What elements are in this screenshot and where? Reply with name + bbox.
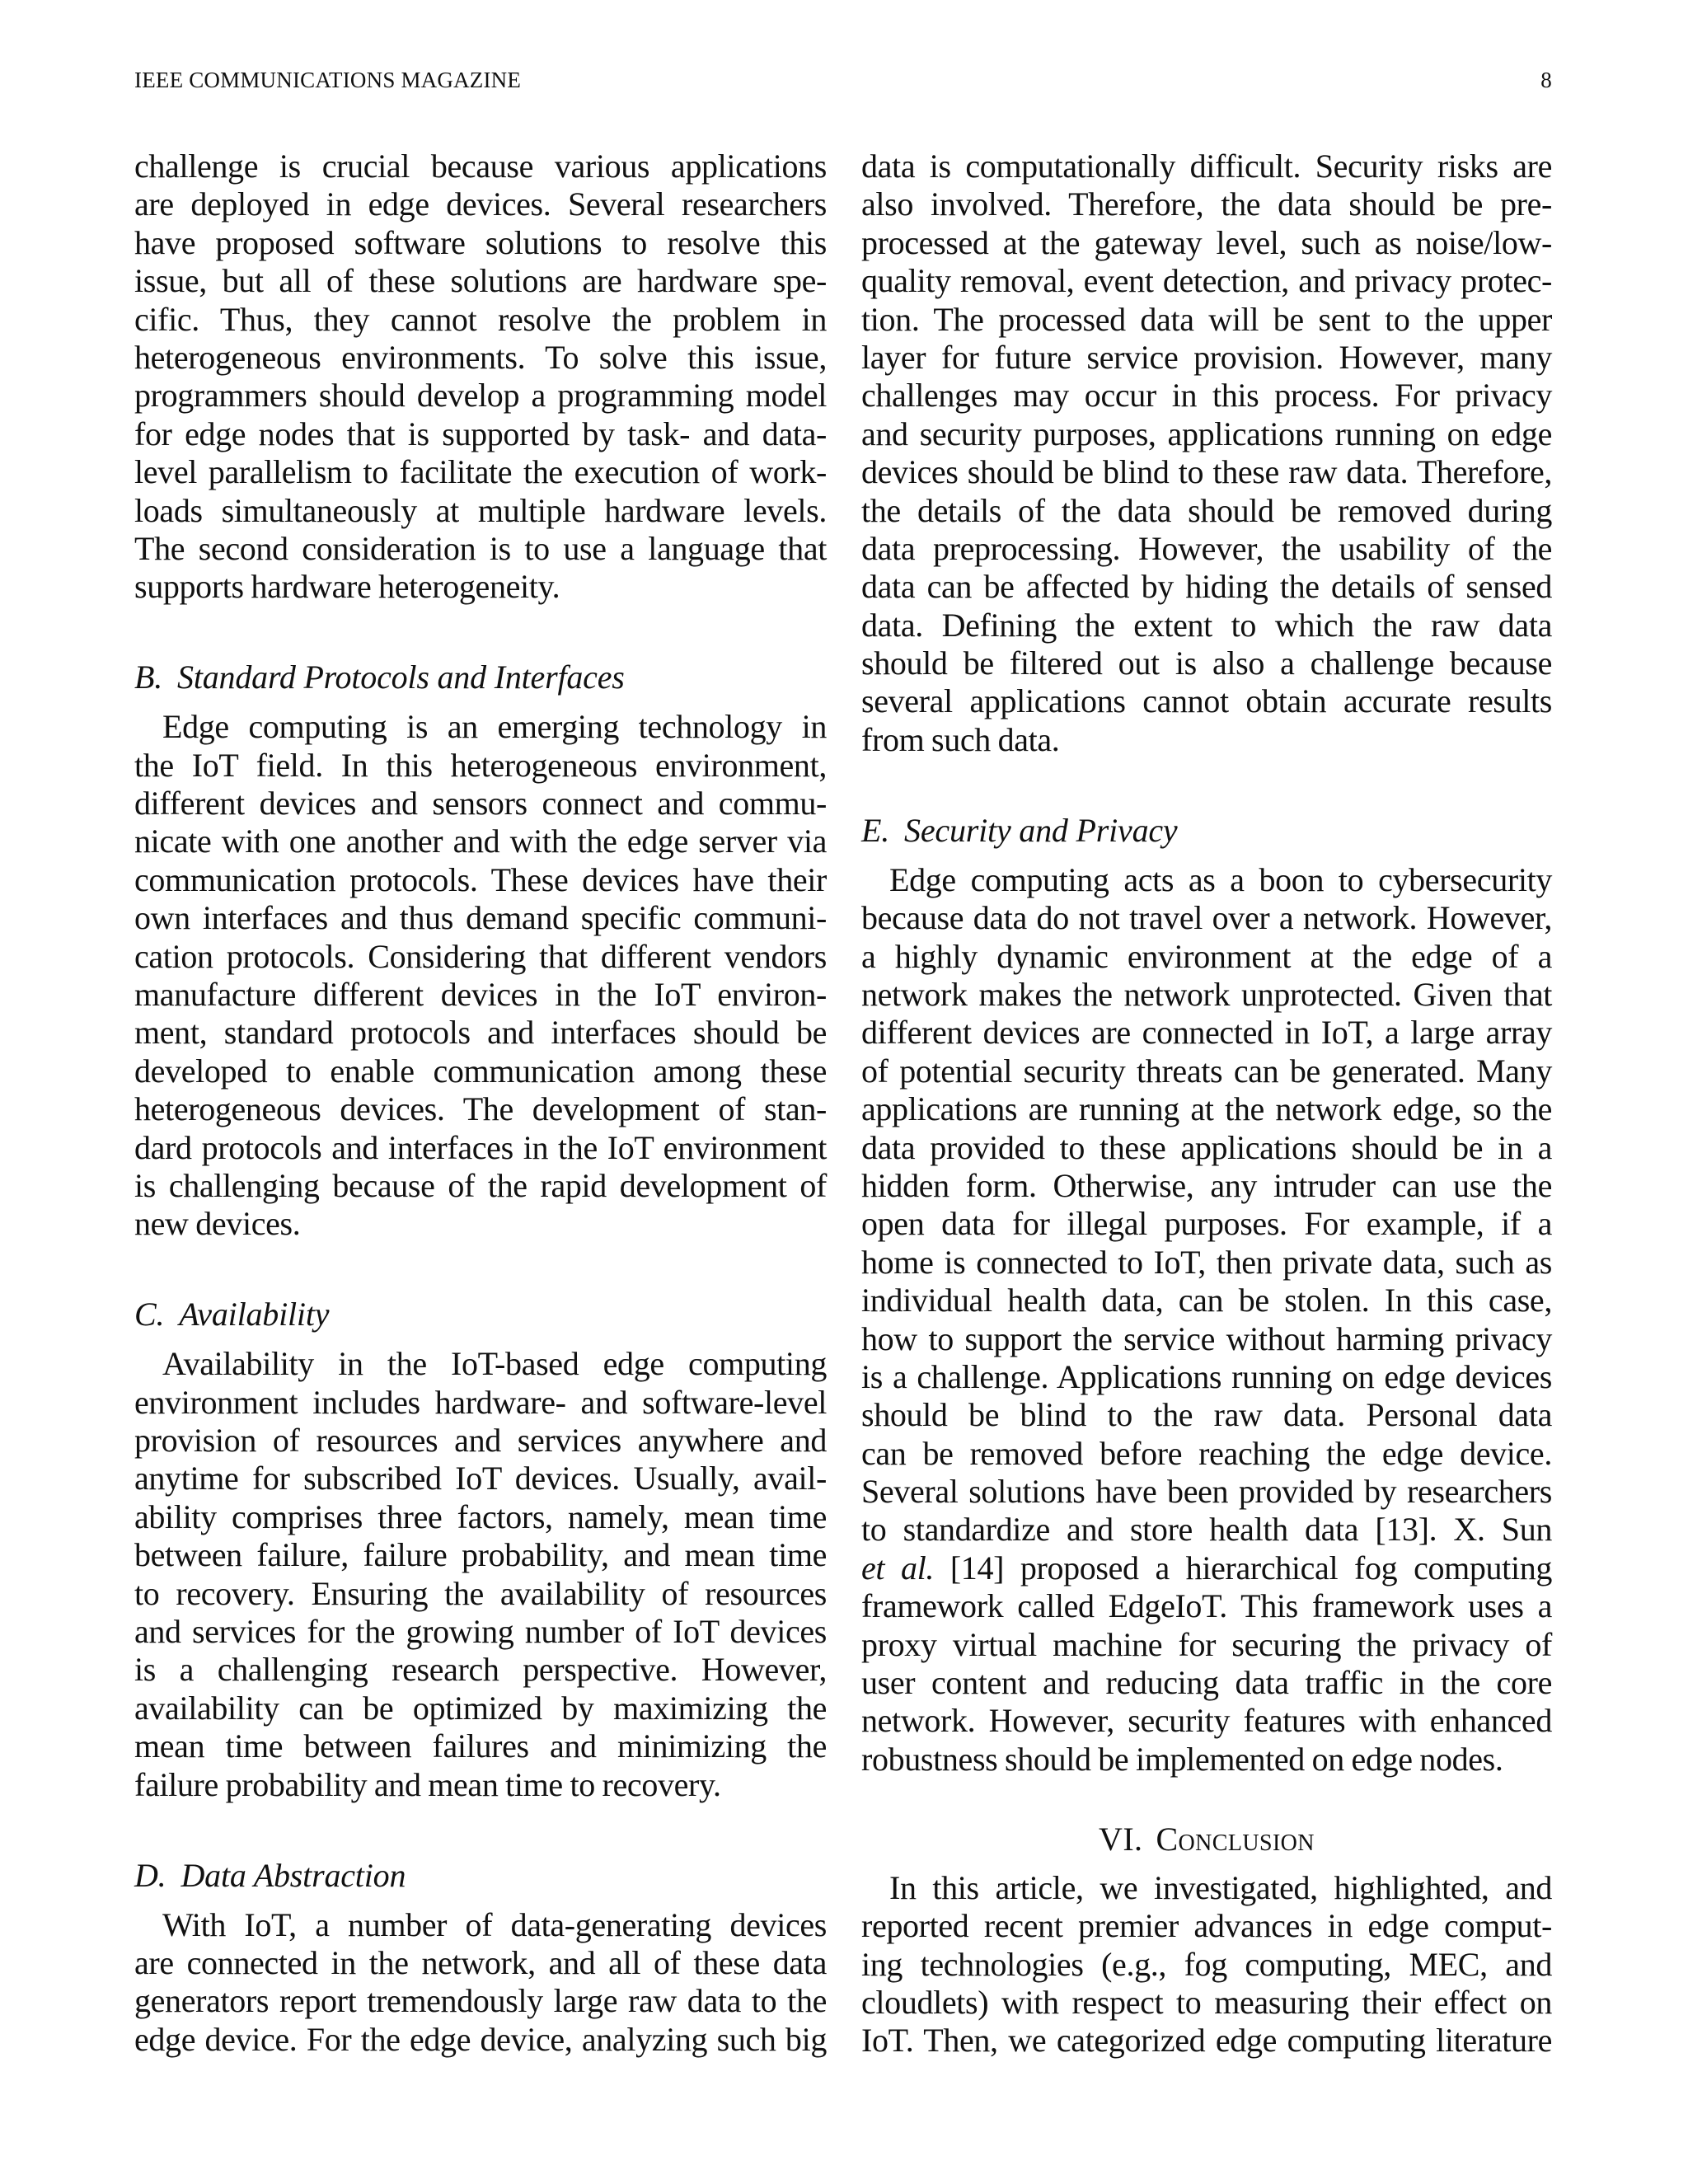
text-line: tion. The processed data will be sent to the upper [861, 300, 1552, 338]
text-line: own interfaces and thus demand specific communi- [134, 899, 827, 937]
right-column [861, 148, 1552, 2060]
text-line: network makes the network unprotected. Given that [861, 976, 1552, 1013]
text-line: programmers should develop a programming model [134, 377, 827, 415]
text-line: data is computationally difficult. Security risks are [861, 148, 1552, 185]
text-line: data can be affected by hiding the details of sensed [861, 568, 1552, 606]
text-line: ing technologies (e.g., fog computing, MEC, and [861, 1945, 1552, 1983]
left-column [134, 148, 827, 2059]
text-line: heterogeneous environments. To solve this issue, [134, 338, 827, 376]
text-line: In this article, we investigated, highlighted, and [889, 1868, 1552, 1906]
text-line: ment, standard protocols and interfaces should be [134, 1014, 827, 1052]
text-line: data. Defining the extent to which the raw data [861, 606, 1552, 644]
text-line: are connected in the network, and all of these data [134, 1943, 827, 1981]
text-line: loads simultaneously at multiple hardware levels. [134, 491, 827, 529]
subsection-letter: B. [134, 658, 163, 696]
subsection-letter: E. [861, 811, 890, 849]
text-line: is a challenging research perspective. However, [134, 1651, 827, 1689]
subsection-heading-availability [134, 1296, 827, 1333]
text-line: manufacture different devices in the IoT environ- [134, 976, 827, 1013]
text-line: mean time between failures and minimizing the [134, 1727, 827, 1765]
text-line: to standardize and store health data [13]. X. Sun [861, 1511, 1552, 1549]
et-al-italic: et al. [861, 1549, 935, 1586]
text-line: challenges may occur in this process. For privacy [861, 377, 1552, 415]
subsection-heading-standard-protocols [134, 658, 827, 696]
text-line: applications are running at the network edge, so the [861, 1090, 1552, 1128]
text-line-with-citation [861, 1549, 1552, 1587]
text-line: should be filtered out is also a challenge because [861, 644, 1552, 682]
subsection-heading-security-privacy [861, 812, 1552, 850]
text-line: ability comprises three factors, namely, mean time [134, 1497, 827, 1535]
text-line: have proposed software solutions to resolve this [134, 223, 827, 261]
text-line: developed to enable communication among these [134, 1052, 827, 1090]
text-line: level parallelism to facilitate the execution of work- [134, 453, 827, 491]
subsection-title: Availability [179, 1296, 330, 1333]
text-line: of potential security threats can be generated. Many [861, 1052, 1552, 1090]
text-line: Availability in the IoT-based edge computing [162, 1345, 827, 1383]
text-line: cation protocols. Considering that different vendors [134, 937, 827, 975]
text-line: individual health data, can be stolen. In this case, [861, 1282, 1552, 1319]
text-line: With IoT, a number of data-generating devices [162, 1905, 827, 1943]
text-line: can be removed before reaching the edge device. [861, 1434, 1552, 1472]
citation-text: [14] proposed a hierarchical fog computing [950, 1549, 1553, 1586]
text-line: communication protocols. These devices have their [134, 860, 827, 898]
paragraph-programming-models-continued [134, 148, 827, 607]
section-heading-conclusion [861, 1821, 1552, 1858]
text-line: Edge computing acts as a boon to cybersecurity [889, 860, 1552, 898]
text-line: hidden form. Otherwise, any intruder can use the [861, 1166, 1552, 1204]
text-line: issue, but all of these solutions are hardware spe- [134, 262, 827, 300]
paragraph-data-abstraction [134, 1906, 827, 2060]
text-line: different devices are connected in IoT, a large array [861, 1014, 1552, 1052]
text-line: from such data. [861, 720, 1060, 758]
text-line: reported recent premier advances in edge comput- [861, 1907, 1552, 1945]
text-line: environment includes hardware- and software-level [134, 1383, 827, 1421]
text-line: Several solutions have been provided by researchers [861, 1473, 1552, 1511]
subsection-title: Standard Protocols and Interfaces [177, 658, 625, 696]
text-line: robustness should be implemented on edge nodes. [861, 1740, 1503, 1778]
text-line: a highly dynamic environment at the edge of a [861, 937, 1552, 975]
text-line: processed at the gateway level, such as noise/low- [861, 223, 1552, 261]
text-line: between failure, failure probability, and mean time [134, 1536, 827, 1574]
text-line: Edge computing is an emerging technology in [162, 708, 827, 746]
text-line: user content and reducing data traffic in the core [861, 1664, 1552, 1702]
text-line: availability can be optimized by maximizing the [134, 1689, 827, 1727]
text-line: proxy virtual machine for securing the privacy of [861, 1625, 1552, 1663]
text-line: network. However, security features with enhanced [861, 1702, 1552, 1740]
text-line: layer for future service provision. However, many [861, 338, 1552, 376]
text-line: also involved. Therefore, the data should be pre- [861, 185, 1552, 223]
paragraph-security-privacy [861, 861, 1552, 1779]
text-line: and services for the growing number of IoT devices [134, 1613, 827, 1651]
subsection-title: Data Abstraction [181, 1856, 406, 1894]
journal-name: IEEE COMMUNICATIONS MAGAZINE [134, 68, 522, 92]
text-line: home is connected to IoT, then private data, such as [861, 1243, 1552, 1281]
subsection-heading-data-abstraction [134, 1857, 827, 1895]
text-line: provision of resources and services anywhere and [134, 1422, 827, 1460]
text-line: cloudlets) with respect to measuring their effect on [861, 1983, 1552, 2021]
text-line: is a challenge. Applications running on edge devices [861, 1357, 1552, 1395]
text-line: because data do not travel over a network. However, [861, 899, 1552, 937]
text-line: the details of the data should be removed during [861, 491, 1552, 529]
text-line: supports hardware heterogeneity. [134, 568, 560, 606]
text-line: anytime for subscribed IoT devices. Usually, avail- [134, 1460, 827, 1497]
text-line: should be blind to the raw data. Personal data [861, 1396, 1552, 1434]
paragraph-conclusion [861, 1869, 1552, 2060]
subsection-letter: C. [134, 1296, 165, 1333]
section-title: Conclusion [1156, 1820, 1315, 1858]
text-line: devices should be blind to these raw data. Therefore, [861, 453, 1552, 491]
section-number: VI. [1099, 1820, 1143, 1858]
subsection-title: Security and Privacy [904, 811, 1178, 849]
text-line: quality removal, event detection, and privacy protec- [861, 262, 1552, 300]
text-line: heterogeneous devices. The development of stan- [134, 1090, 827, 1128]
text-line: data preprocessing. However, the usability of the [861, 529, 1552, 567]
text-line: generators report tremendously large raw data to the [134, 1982, 827, 2020]
text-line: the IoT field. In this heterogeneous environment, [134, 746, 827, 784]
page-number: 8 [1540, 68, 1552, 92]
text-line: dard protocols and interfaces in the IoT environment [134, 1128, 827, 1166]
text-line: challenge is crucial because various applications [134, 148, 827, 185]
paragraph-standard-protocols [134, 708, 827, 1243]
text-line: to recovery. Ensuring the availability of resources [134, 1574, 827, 1612]
text-line: for edge nodes that is supported by task- and data- [134, 415, 827, 452]
text-line: different devices and sensors connect and commu- [134, 785, 827, 823]
text-line: cific. Thus, they cannot resolve the problem in [134, 300, 827, 338]
text-line: open data for illegal purposes. For example, if a [861, 1205, 1552, 1243]
paragraph-data-abstraction-continued [861, 148, 1552, 759]
text-line: IoT. Then, we categorized edge computing literature [861, 2022, 1552, 2060]
text-line: and security purposes, applications running on edge [861, 415, 1552, 452]
text-line: The second consideration is to use a language that [134, 529, 827, 567]
text-line: framework called EdgeIoT. This framework uses a [861, 1587, 1552, 1625]
subsection-letter: D. [134, 1856, 166, 1894]
text-line: nicate with one another and with the edge server via [134, 823, 827, 860]
text-line: data provided to these applications should be in a [861, 1128, 1552, 1166]
text-line: failure probability and mean time to recovery. [134, 1765, 721, 1803]
text-line: is challenging because of the rapid development of [134, 1166, 827, 1204]
text-line: several applications cannot obtain accurate results [861, 682, 1552, 720]
running-header [134, 66, 1552, 94]
paragraph-availability [134, 1345, 827, 1804]
text-line: new devices. [134, 1205, 301, 1243]
text-line: how to support the service without harming privacy [861, 1319, 1552, 1357]
text-line: are deployed in edge devices. Several researchers [134, 185, 827, 223]
text-line: edge device. For the edge device, analyzing such big [134, 2020, 827, 2058]
